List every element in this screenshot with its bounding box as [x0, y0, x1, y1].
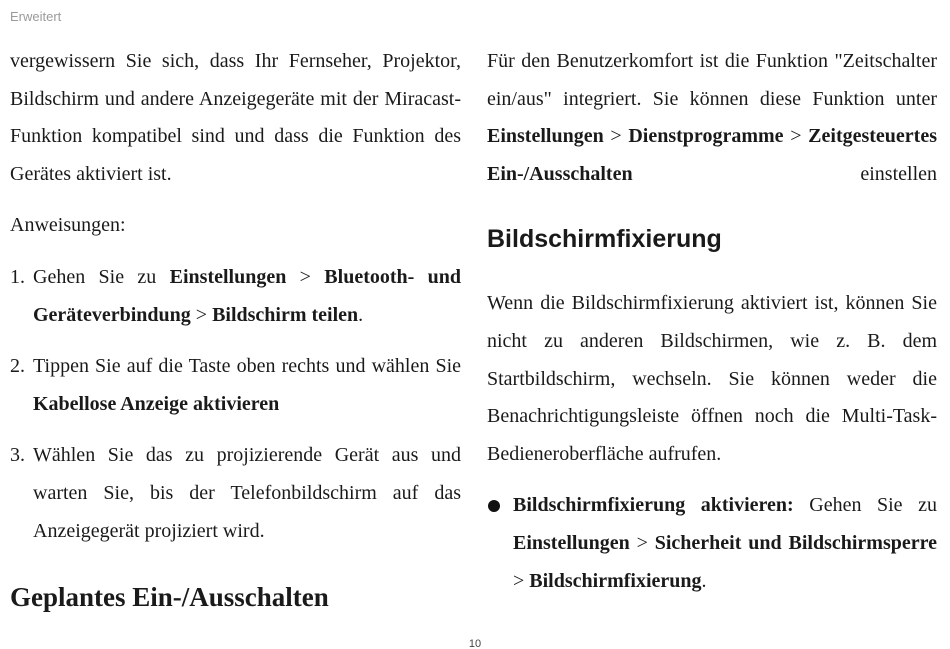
instructions-list [10, 259, 461, 550]
bullet-label: Bildschirmfixierung aktivieren: [513, 494, 794, 517]
settings-menu-ref: Einstellungen [513, 531, 630, 554]
separator: > [783, 125, 809, 148]
pinning-menu-ref: Bildschirmfixierung [529, 569, 702, 592]
step-text: Gehen Sie zu [33, 265, 170, 288]
list-item [10, 437, 461, 550]
separator: > [513, 569, 530, 592]
step-text: . [358, 303, 364, 326]
pinning-paragraph: Wenn die Bildschirmfixierung aktiviert ist, können Sie nicht zu anderen Bildschirmen, wie z. B. dem Startbildschirm, wechseln. Sie können weder die Benachrichtigungsleiste öffnen noch die Multi-Task-Bedieneroberfläche aufrufen. [487, 292, 937, 465]
section-header: Erweitert [10, 9, 62, 24]
scheduled-power-menu-ref: Zeitgesteuertes Ein-/Ausschalten [487, 125, 937, 185]
page-number: 10 [468, 638, 482, 649]
list-item-text: Wählen Sie das zu projizierende Gerät aus und warten Sie, bis der Telefonbildschirm auf das Anzeigegerät projiziert wird. [33, 444, 461, 542]
left-column [10, 43, 461, 564]
screen-pinning-heading: Bildschirmfixierung [487, 225, 722, 254]
utilities-menu-ref: Dienstprogramme [628, 125, 784, 148]
timer-text: Für den Benutzerkomfort ist die Funktion "Zeitschalter ein/aus" integriert. Sie können diese Funktion unter [487, 50, 937, 110]
list-item-text [33, 348, 461, 423]
settings-menu-ref: Einstellungen [487, 125, 604, 148]
right-column [487, 43, 937, 600]
step-text: Tippen Sie auf die Taste oben rechts und wählen Sie [33, 355, 461, 378]
scheduled-power-heading: Geplantes Ein-/Ausschalten [10, 582, 329, 612]
bullet-text: Gehen Sie zu [793, 494, 937, 517]
list-number: 1. [10, 265, 25, 288]
bluetooth-menu-ref: Bluetooth- und Geräteverbindung [33, 265, 461, 326]
separator: > [286, 265, 325, 288]
miracast-intro-paragraph: vergewissern Sie sich, dass Ihr Fernseher, Projektor, Bildschirm und andere Anzeigegeräte mit der Miracast-Funktion kompatibel sind und dass die Funktion des Gerätes aktiviert ist. [10, 50, 461, 185]
bullet-text: . [701, 569, 707, 592]
list-number: 3. [10, 444, 25, 467]
list-item [487, 487, 937, 600]
screen-share-menu-ref: Bildschirm teilen [212, 303, 359, 326]
separator: > [190, 303, 213, 326]
list-item [10, 259, 461, 334]
separator: > [629, 531, 655, 554]
list-item-text [33, 259, 461, 334]
timer-text: einstellen [632, 162, 937, 185]
separator: > [603, 125, 629, 148]
list-item [10, 348, 461, 423]
bullet-icon [487, 487, 513, 600]
security-menu-ref: Sicherheit und Bildschirmsperre [654, 531, 938, 554]
list-number: 2. [10, 355, 25, 378]
timer-paragraph [487, 43, 937, 193]
wireless-display-ref: Kabellose Anzeige aktivieren [33, 392, 280, 415]
list-item-text [513, 487, 937, 600]
instructions-label: Anweisungen: [10, 214, 126, 237]
settings-menu-ref: Einstellungen [169, 265, 287, 288]
